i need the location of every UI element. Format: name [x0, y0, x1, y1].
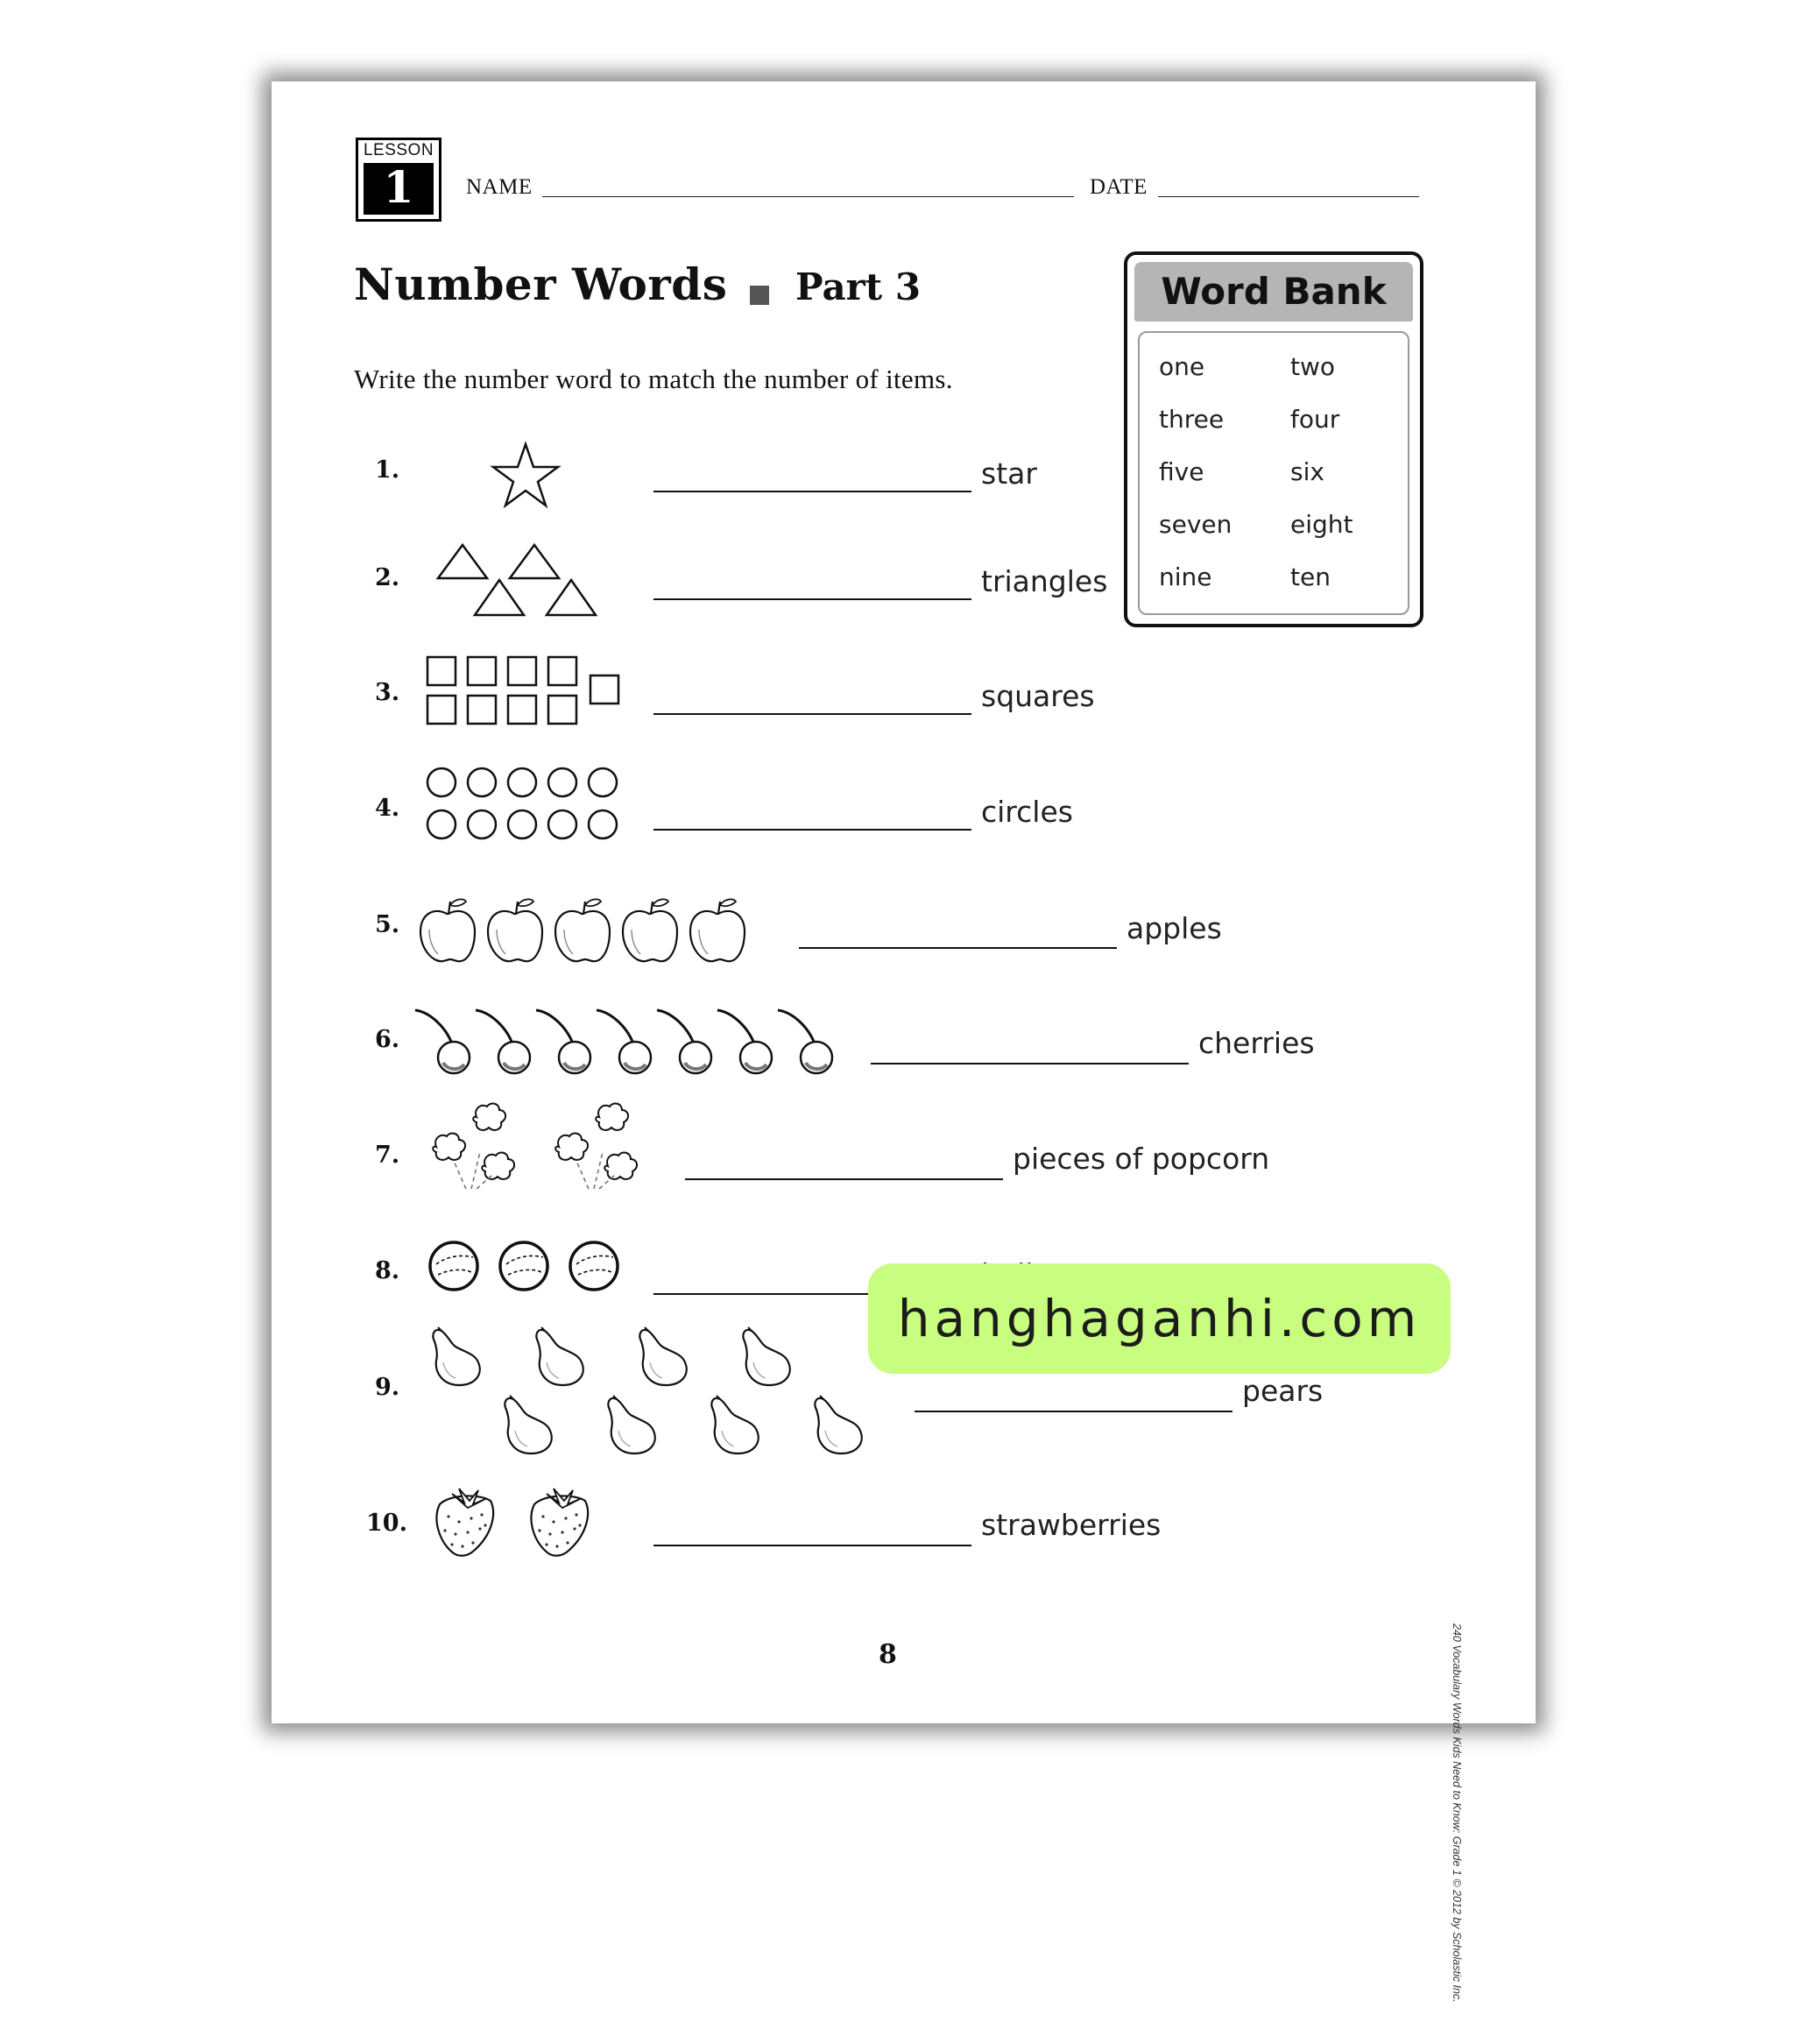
- triangle-icon: [438, 541, 604, 629]
- word-bank-word: one: [1159, 352, 1205, 381]
- page-title: Number Words: [354, 258, 728, 310]
- strawberry-icon: [433, 1483, 608, 1562]
- word-bank-word: nine: [1159, 562, 1212, 591]
- question-number: 1.: [375, 456, 400, 484]
- instructions: Write the number word to match the number of items.: [354, 364, 953, 394]
- question-number: 8.: [375, 1257, 400, 1284]
- square-icon: [427, 655, 638, 743]
- word-bank-word: three: [1159, 405, 1225, 434]
- word-bank-word: ten: [1290, 562, 1331, 591]
- item-label: pears: [1242, 1374, 1324, 1408]
- item-label: apples: [1127, 911, 1222, 945]
- question-number: 9.: [375, 1374, 400, 1401]
- date-field[interactable]: [1158, 196, 1419, 197]
- question-number: 5.: [375, 911, 400, 938]
- apple-icon: [419, 886, 769, 973]
- name-label: NAME: [466, 175, 533, 199]
- word-bank-word: eight: [1290, 510, 1353, 539]
- word-bank-word: two: [1290, 352, 1336, 381]
- page-number: 8: [879, 1639, 897, 1670]
- lesson-number: 1: [364, 163, 434, 215]
- item-label: triangles: [981, 564, 1108, 598]
- answer-line[interactable]: [799, 947, 1117, 949]
- answer-line[interactable]: [871, 1063, 1189, 1064]
- name-field[interactable]: [542, 196, 1074, 197]
- lesson-label: LESSON: [363, 141, 434, 159]
- page-subtitle: Part 3: [795, 265, 922, 308]
- question-number: 2.: [375, 564, 400, 591]
- answer-line[interactable]: [653, 491, 971, 492]
- answer-line[interactable]: [653, 829, 971, 831]
- answer-line[interactable]: [685, 1178, 1003, 1180]
- worksheet-page: [272, 81, 1536, 2003]
- popcorn-icon: [427, 1098, 673, 1203]
- item-label: circles: [981, 795, 1073, 829]
- word-bank-title: Word Bank: [1134, 262, 1413, 322]
- word-bank-word: seven: [1159, 510, 1232, 539]
- lesson-badge: [356, 138, 441, 222]
- item-label: cherries: [1198, 1026, 1315, 1060]
- question-number: 4.: [375, 795, 400, 822]
- answer-line[interactable]: [653, 713, 971, 715]
- date-label: DATE: [1090, 175, 1148, 199]
- word-bank-list: [1138, 331, 1409, 615]
- word-bank-word: four: [1290, 405, 1340, 434]
- circle-icon: [426, 765, 636, 852]
- question-number: 7.: [375, 1142, 400, 1169]
- word-bank-word: five: [1159, 457, 1204, 486]
- copyright-credit: 240 Vocabulary Words Kids Need to Know: Grade 1 © 2012 by Scholastic Inc.: [1451, 1623, 1463, 2003]
- ball-icon: [429, 1238, 639, 1299]
- item-label: star: [981, 456, 1037, 491]
- cherry-icon: [413, 1001, 851, 1089]
- answer-line[interactable]: [915, 1411, 1232, 1412]
- pear-icon: [429, 1326, 902, 1466]
- watermark-badge: hanghaganhi.com: [868, 1263, 1451, 1374]
- word-bank: [1124, 251, 1423, 627]
- question-number: 3.: [375, 679, 400, 706]
- item-label: pieces of popcorn: [1013, 1142, 1270, 1176]
- item-label: strawberries: [981, 1508, 1162, 1542]
- word-bank-word: six: [1290, 457, 1324, 486]
- star-icon: [491, 441, 561, 511]
- question-number: 10.: [366, 1510, 407, 1537]
- question-number: 6.: [375, 1026, 400, 1053]
- title-separator-square: [750, 286, 769, 305]
- answer-line[interactable]: [653, 598, 971, 600]
- answer-line[interactable]: [653, 1545, 971, 1546]
- item-label: squares: [981, 679, 1095, 713]
